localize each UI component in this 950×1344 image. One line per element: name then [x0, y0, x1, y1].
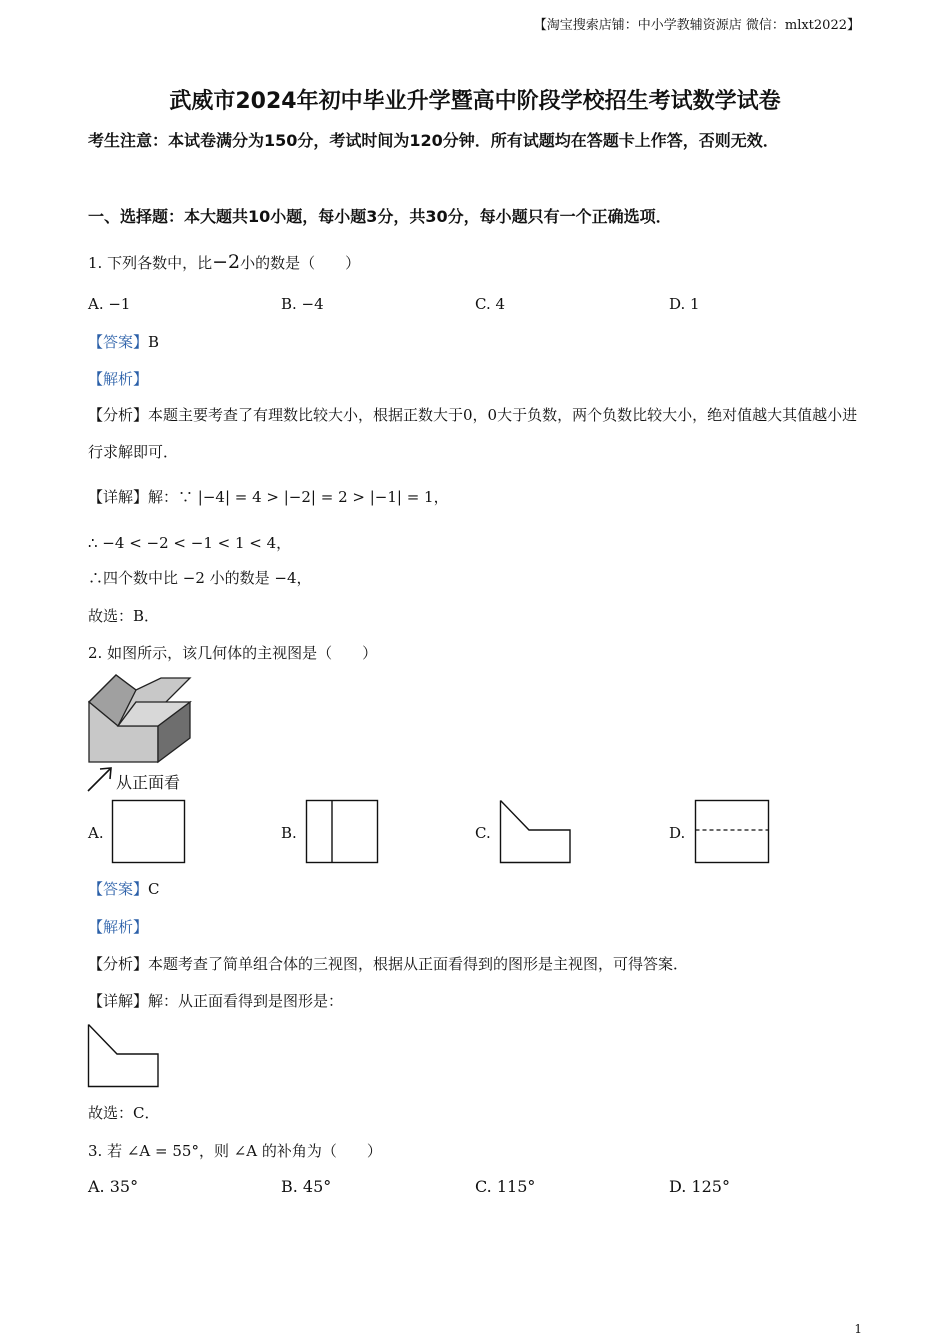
q2-conclusion: 故选：C．	[88, 1104, 160, 1122]
q1-option-b: B. −4	[281, 295, 324, 313]
q3-option-b: B. 45°	[281, 1177, 332, 1196]
arrow-icon	[86, 765, 116, 793]
q2-option-c-figure	[499, 799, 573, 865]
q2-detail-figure	[87, 1023, 161, 1089]
q1-option-c: C. 4	[475, 295, 506, 313]
page-title: 武威市2024年初中毕业升学暨高中阶段学校招生考试数学试卷	[169, 89, 781, 114]
q3-option-d: D. 125°	[669, 1177, 730, 1196]
q1-detail-2: ∴ −4 < −2 < −1 < 1 < 4，	[88, 534, 292, 552]
q1-conclusion: 故选：B．	[88, 607, 160, 625]
q2-option-a-figure	[111, 799, 187, 865]
q2-option-c-label: C.	[475, 824, 491, 842]
q1-answer: 【答案】B	[88, 333, 160, 351]
section-heading: 一、选择题：本大题共10小题，每小题3分，共30分，每小题只有一个正确选项．	[88, 207, 672, 226]
question-1-stem: 1. 下列各数中，比−2小的数是（ ）	[88, 251, 361, 273]
q1-detail-3: ∴四个数中比 −2 小的数是 −4，	[88, 569, 312, 587]
view-direction-label: 从正面看	[116, 773, 181, 792]
q2-analysis-label: 【解析】	[88, 918, 149, 936]
q2-option-d-label: D.	[669, 824, 686, 842]
solid-figure	[86, 672, 196, 768]
question-2-stem: 2. 如图所示，该几何体的主视图是（ ）	[88, 644, 378, 662]
q3-option-c: C. 115°	[475, 1177, 536, 1196]
q1-option-d: D. 1	[669, 295, 700, 313]
question-3-stem: 3. 若 ∠A = 55°，则 ∠A 的补角为（ ）	[88, 1142, 382, 1160]
exam-notice: 考生注意：本试卷满分为150分，考试时间为120分钟．所有试题均在答题卡上作答，否则无效．	[88, 131, 779, 150]
q1-analysis-label: 【解析】	[88, 370, 149, 388]
q1-fenxi: 【分析】本题主要考查了有理数比较大小，根据正数大于0，0大于负数，两个负数比较大小，绝对值越大其值越小进行求解即可．	[88, 406, 858, 461]
q2-option-a-label: A.	[88, 824, 104, 842]
q2-answer: 【答案】C	[88, 880, 160, 898]
q1-detail-1: 【详解】解：∵ |−4| = 4 > |−2| = 2 > |−1| = 1，	[88, 488, 449, 506]
q2-option-b-figure	[305, 799, 381, 865]
q1-option-a: A. −1	[88, 295, 131, 313]
q2-option-b-label: B.	[281, 824, 297, 842]
q2-fenxi: 【分析】本题考查了简单组合体的三视图，根据从正面看得到的图形是主视图，可得答案．	[88, 955, 689, 973]
header-note: 【淘宝搜索店铺：中小学教辅资源店 微信：mlxt2022】	[533, 18, 860, 33]
q2-detail: 【详解】解：从正面看得到是图形是：	[88, 992, 344, 1010]
q3-option-a: A. 35°	[88, 1177, 139, 1196]
q2-option-d-figure	[694, 799, 770, 865]
page-number: 1	[854, 1322, 862, 1336]
